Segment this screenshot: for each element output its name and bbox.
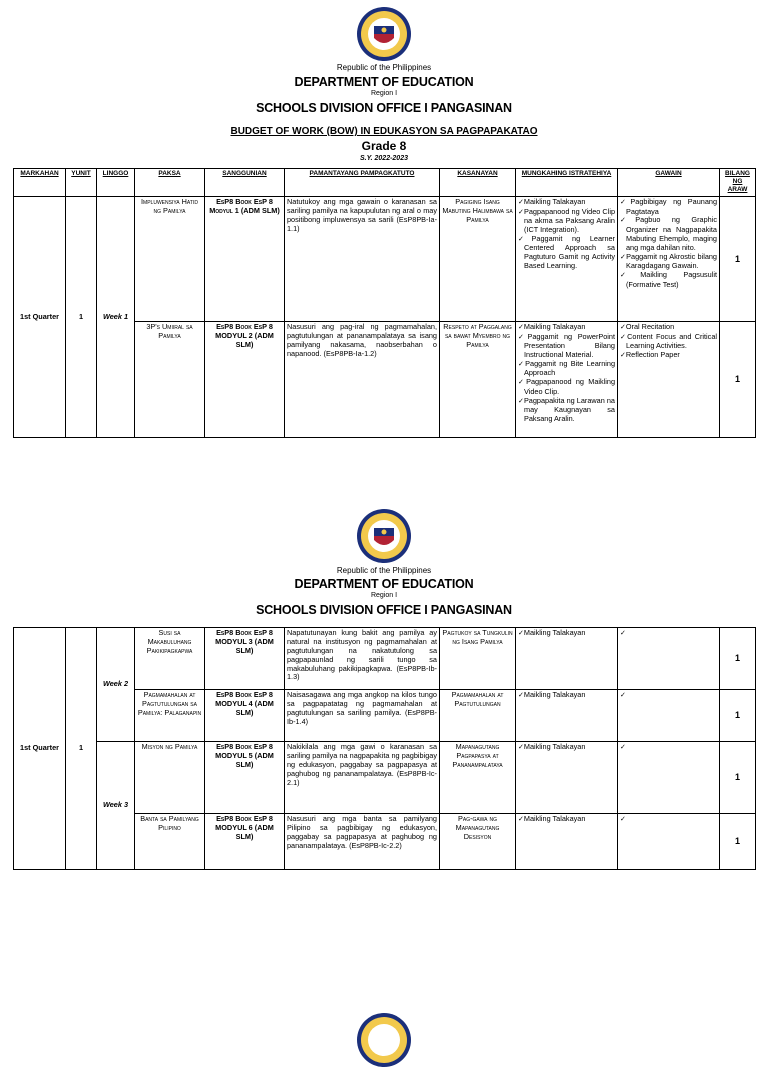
check-icon: ✓ (518, 208, 524, 216)
kasanayan-cell: Pagiging Isang Mabuting Halimbawa sa Pamilya (440, 197, 516, 322)
list-item: ✓Pagpapanood ng Video Clip na akma sa Paksang Aralin (ICT Integration). (518, 206, 615, 234)
kasanayan-cell: Mapanagutang Pagpapasya at Pananampalataya (440, 742, 516, 814)
department-title: DEPARTMENT OF EDUCATION (294, 577, 474, 591)
gawain-cell (618, 742, 720, 814)
check-icon: ✓ (620, 351, 626, 359)
check-icon: ✓ (518, 333, 528, 341)
gawain-cell (618, 197, 720, 322)
week-cell: Week 1 (97, 197, 135, 438)
araw-cell: 1 (720, 628, 756, 690)
sanggunian-cell: EsP8 Book EsP 8 MODYUL 2 (ADM SLM) (205, 322, 285, 438)
check-icon: ✓ (620, 199, 631, 206)
check-icon: ✓ (518, 397, 524, 405)
araw-cell: 1 (720, 197, 756, 322)
paksa-cell: Pagmamahalan at Pagtutulungan sa Pamilya: Palaganapin (135, 690, 205, 742)
istratehiya-cell (516, 814, 618, 870)
school-year-label: S.Y. 2022-2023 (359, 155, 408, 162)
col-paksa: PAKSA (135, 169, 205, 197)
check-icon: ✓ (620, 692, 626, 699)
republic-label: Republic of the Philippines (336, 566, 432, 575)
unit-cell: 1 (66, 628, 97, 870)
check-icon: ✓ (620, 333, 628, 341)
week-cell: Week 2 (97, 628, 135, 742)
list-item: ✓Paggamit ng Bite Learning Approach (518, 358, 615, 378)
list-item: ✓Pagpapanood ng Maikling Video Clip. (518, 377, 615, 396)
gawain-cell (618, 322, 720, 438)
istratehiya-cell (516, 197, 618, 322)
sanggunian-cell: EsP8 Book EsP 8 Modyul 1 (ADM SLM) (205, 197, 285, 322)
bow-table-1 (13, 168, 756, 438)
bow-title: BUDGET OF WORK (BOW) IN EDUKASYON SA PAGPAPAKATAO (230, 126, 538, 137)
check-icon: ✓ (620, 272, 641, 280)
paksa-cell: Misyon ng Pamilya (135, 742, 205, 814)
gawain-cell (618, 690, 720, 742)
araw-cell: 1 (720, 322, 756, 438)
gawain-cell (618, 814, 720, 870)
list-item: ✓Maikling Talakayan (518, 628, 586, 637)
istratehiya-cell (516, 628, 618, 690)
check-icon: ✓ (518, 235, 532, 243)
istratehiya-cell (516, 690, 618, 742)
araw-cell: 1 (720, 690, 756, 742)
sanggunian-cell: EsP8 Book EsP 8 MODYUL 6 (ADM SLM) (205, 814, 285, 870)
region-label: Region I (370, 592, 398, 599)
list-item: ✓Paggamit ng Akrostic bilang Karagdagang Gawain. (620, 251, 717, 271)
list-item: ✓Pagpapakita ng Larawan na may Kaugnayan sa Paksang Aralin. (518, 395, 615, 424)
istratehiya-cell (516, 322, 618, 438)
deped-seal-icon (356, 508, 412, 564)
list-item: ✓Maikling Pagsusulit (Formative Test) (620, 270, 717, 289)
list-item: ✓Maikling Talakayan (518, 197, 586, 206)
pamantayan-cell: Nasusuri ang mga banta sa pamilyang Pilipino sa pagbibigay ng edukasyon, paggabay sa pagpapasya at paghubog ng pananampalataya. (EsP8PB-Ic-2.2) (285, 814, 440, 870)
list-item: ✓Paggamit ng Learner Centered Approach sa Pagtuturo Gamit ng Activity Based Learning. (518, 233, 615, 271)
pamantayan-cell: Naisasagawa ang mga angkop na kilos tungo sa pagpapatatag ng pagmamahalan at pagtutulungan sa sariling pamilya. (EsP8PB-Ib-1.4) (285, 690, 440, 742)
department-title: DEPARTMENT OF EDUCATION (294, 75, 474, 89)
pamantayan-cell: Napatutunayan kung bakit ang pamilya ay natural na institusyon ng pagmamahalan at pagtutulungan na nakatutulong sa pagpapaunlad ng sarili tungo sa makabuluhang pakikipagkapwa. (EsP8PB-Ib-1.3) (285, 628, 440, 690)
list-item: ✓Paggamit ng PowerPoint Presentation Bilang Instructional Material. (518, 331, 616, 359)
list-item: ✓Reflection Paper (620, 349, 680, 359)
kasanayan-cell: Pag-gawa ng Mapanagutang Desisyon (440, 814, 516, 870)
sanggunian-cell: EsP8 Book EsP 8 MODYUL 3 (ADM SLM) (205, 628, 285, 690)
quarter-cell: 1st Quarter (14, 197, 66, 438)
check-icon: ✓ (518, 816, 524, 823)
kasanayan-cell: Pagtukoy sa Tungkulin ng Isang Pamilya (440, 628, 516, 690)
col-kasanayan: KASANAYAN (440, 169, 516, 197)
kasanayan-cell: Pagmamahalan at Pagtutulungan (440, 690, 516, 742)
list-item: ✓Oral Recitation (620, 322, 675, 331)
col-pamantayan: PAMANTAYANG PAMPAGKATUTO (285, 169, 440, 197)
col-yunit: YUNIT (66, 169, 97, 197)
quarter-cell: 1st Quarter (14, 628, 66, 870)
col-linggo: LINGGO (97, 169, 135, 197)
table-row (14, 628, 756, 690)
deped-seal-icon (356, 6, 412, 62)
pamantayan-cell: Natutukoy ang mga gawain o karanasan sa sariling pamilya na kapupulutan ng aral o may positibong impluwensya sa sarili (EsP8PB-Ia-1.1) (285, 197, 440, 322)
check-icon: ✓ (620, 816, 626, 823)
check-icon: ✓ (518, 744, 524, 751)
table-row (14, 197, 756, 322)
bow-table-2 (13, 627, 756, 870)
table-row (14, 742, 756, 814)
list-item: ✓Maikling Talakayan (518, 742, 586, 751)
unit-cell: 1 (66, 197, 97, 438)
list-item: ✓Maikling Talakayan (518, 690, 586, 699)
check-icon: ✓ (620, 744, 626, 751)
check-icon: ✓ (518, 324, 524, 331)
check-icon: ✓ (518, 199, 524, 206)
check-icon: ✓ (620, 630, 626, 637)
list-item: ✓Content Focus and Critical Learning Activities. (620, 331, 717, 351)
istratehiya-cell (516, 742, 618, 814)
paksa-cell: Susi sa Makabuluhang Pakikipagkapwa (135, 628, 205, 690)
deped-seal-icon (356, 1012, 412, 1068)
col-markahan: MARKAHAN (14, 169, 66, 197)
check-icon: ✓ (620, 217, 636, 225)
col-sanggunian: SANGGUNIAN (205, 169, 285, 197)
check-icon: ✓ (518, 692, 524, 699)
check-icon: ✓ (518, 379, 527, 387)
col-gawain: GAWAIN (618, 169, 720, 197)
sdo-title: SCHOOLS DIVISION OFFICE I PANGASINAN (256, 101, 512, 115)
region-label: Region I (370, 90, 398, 97)
sanggunian-cell: EsP8 Book EsP 8 MODYUL 5 (ADM SLM) (205, 742, 285, 814)
araw-cell: 1 (720, 814, 756, 870)
check-icon: ✓ (620, 253, 627, 261)
pamantayan-cell: Nasusuri ang pag-iral ng pagmamahalan, pagtutulungan at pananampalataya sa isang pamilyang nakasama, naobserbahan o napanood. (EsP8PB-Ia-1.2) (285, 322, 440, 438)
col-araw: BILANG NG ARAW (720, 169, 756, 197)
list-item: ✓Pagbibigay ng Paunang Pagtataya (620, 197, 717, 216)
list-item: ✓Pagbuo ng Graphic Organizer na Nagpapakita Mabuting Ehemplo, maging ang mga dahilan nito. (620, 215, 717, 252)
araw-cell: 1 (720, 742, 756, 814)
paksa-cell: Impluwensiya Hatid ng Pamilya (135, 197, 205, 322)
check-icon: ✓ (518, 360, 526, 368)
check-icon: ✓ (620, 324, 626, 331)
gawain-cell (618, 628, 720, 690)
paksa-cell: Banta sa Pamilyang Pilipino (135, 814, 205, 870)
republic-label: Republic of the Philippines (336, 63, 432, 72)
pamantayan-cell: Nakikilala ang mga gawi o karanasan sa sariling pamilya na nagpapakita ng pagbibigay ng edukasyon, paggabay sa pagpapasya at paghubog ng pananampalataya. (EsP8PB-Ic-2.1) (285, 742, 440, 814)
paksa-cell: 3P's Umiiral sa Pamilya (135, 322, 205, 438)
grade-label: Grade 8 (361, 139, 407, 153)
list-item: ✓Maikling Talakayan (518, 322, 586, 331)
col-istratehiya: MUNGKAHING ISTRATEHIYA (516, 169, 618, 197)
week-cell: Week 3 (97, 742, 135, 870)
table-header-row (14, 169, 756, 197)
check-icon: ✓ (518, 630, 524, 637)
sdo-title: SCHOOLS DIVISION OFFICE I PANGASINAN (256, 603, 512, 617)
kasanayan-cell: Respeto at Paggalang sa bawat Myembro ng Pamilya (440, 322, 516, 438)
list-item: ✓Maikling Talakayan (518, 814, 586, 823)
sanggunian-cell: EsP8 Book EsP 8 MODYUL 4 (ADM SLM) (205, 690, 285, 742)
